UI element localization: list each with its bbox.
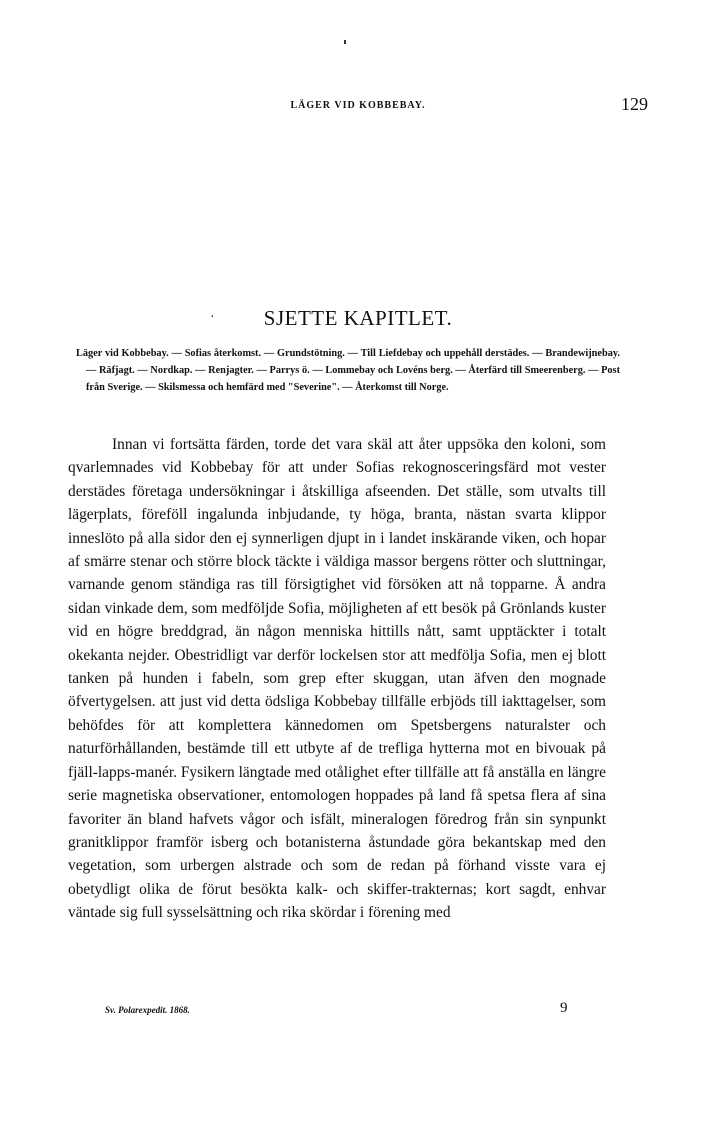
- running-head: [68, 96, 648, 116]
- running-title: LÄGER VID KOBBEBAY.: [290, 100, 426, 111]
- chapter-title: SJETTE KAPITLET.: [263, 306, 453, 330]
- chapter-heading: [68, 303, 648, 333]
- ink-speck: [344, 40, 346, 44]
- body-paragraph: Innan vi fortsätta färden, torde det vara skäl att åter uppsöka den koloni, som qvarlemnades vid Kobbebay för att under Sofias rekognosceringsfärd mot vester derstädes företaga undersökningar i åtskilliga afseenden. Det ställe, som utvalts till lägerplats, föreföll ingalunda inbjudande, ty höga, branta, nästan svarta klippor inneslöto på alla sidor den ej synnerligen djupt in i landet inskärande viken, och hopar af smärre stenar och större block täckte i väldiga massor bergens rötter och sluttningar, varnande genom ständiga ras till försigtighet vid försöken att nå topparne. Å andra sidan vinkade dem, som medföljde Sofia, möjligheten af ett besök på Grönlands kuster vid en högre breddgrad, än någon menniska hittills nått, samt upptäckter i totalt okekanta nejder. Obestridligt var derför lockelsen stor att medfölja Sofia, men ej blott tanken på hunden i fabeln, som grep efter skuggan, utan äfven den mognade öfvertygelsen. att just vid detta ödsliga Kobbebay tillfälle erbjöds till iakttagelser, som behöfdes för att komplettera kännedomen om Spetsbergens naturalster och naturförhållanden, bestämde till ett utbyte af de trefliga hytterna mot en bivouak på fjäll-lapps-manér. Fysikern längtade med otålighet efter tillfälle att få anställa en längre serie magnetiska observationer, entomologen hoppades på land få spetsa flera af sina favoriter än bland hafvets vågor och isfält, mineralogen föredrog från sin synpunkt granitklippor framför isberg och botanisterna åstundade göra bekantskap med den vegetation, som urbergen alstrade och som de redan på förhand visste vara ej obetydligt olika de förut besökta kalk- och skiffer-trakternas; kort sagdt, enhvar väntade sig full sysselsättning och rika skördar i förening med: [68, 436, 606, 922]
- chapter-dot: ·: [210, 310, 216, 325]
- signature-mark: 9: [560, 1000, 568, 1016]
- page-number: 129: [621, 94, 648, 114]
- chapter-summary: Läger vid Kobbebay. — Sofias återkomst. — Grundstötning. — Till Liefdebay och uppehåll derstädes. — Brandewijnebay. — Räfjagt. — Nordkap. — Renjagter. — Parrys ö. — Lommebay och Lovéns berg. — Återfärd till Smeerenberg. — Post från Sverige. — Skilsmessa och hemfärd med "Severine". — Återkomst till Norge.: [76, 348, 620, 394]
- signature-line: Sv. Polarexpedit. 1868.: [105, 1005, 190, 1015]
